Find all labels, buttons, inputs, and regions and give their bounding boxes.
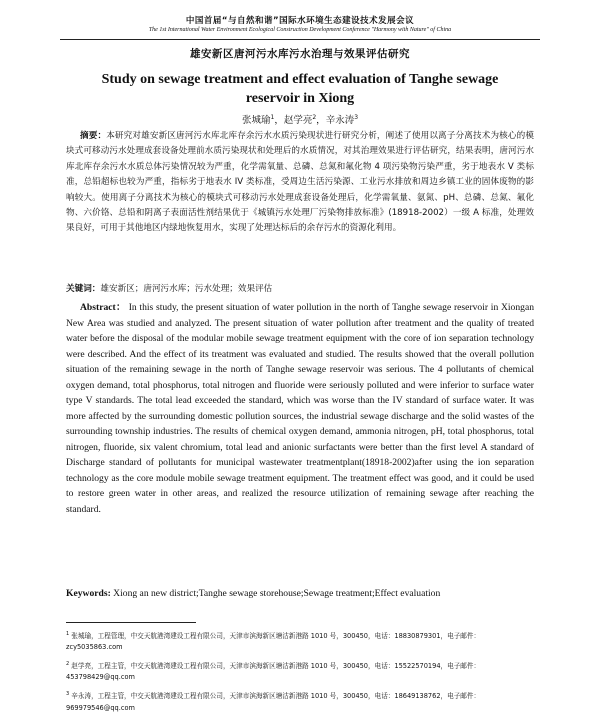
author-list bbox=[0, 112, 600, 126]
keywords-cn-label: 关键词： bbox=[66, 284, 101, 294]
author-name: 辛永涛 bbox=[325, 115, 355, 126]
author-name: 张城瑜 bbox=[241, 115, 271, 126]
keywords-cn-text: 雄安新区；唐河污水库；污水处理；效果评估 bbox=[100, 284, 273, 294]
footnote-text: 赵学亮，工程主管，中交天航港湾建设工程有限公司，天津市滨海新区塘沽新港路 1010 号，300450，电话：15522570194，电子邮件：453798429@qq.com bbox=[66, 662, 481, 682]
paper-title-cn: 雄安新区唐河污水库污水治理与效果评估研究 bbox=[190, 48, 410, 60]
footnote bbox=[66, 629, 534, 653]
author-affiliation-mark: 1 bbox=[270, 113, 275, 121]
author-name: 赵学亮 bbox=[283, 115, 313, 126]
footnote-text: 张城瑜，工程管理，中交天航港湾建设工程有限公司，天津市滨海新区塘沽新港路 1010 号，300450，电话：18830879301，电子邮件：zcy5035863.com bbox=[66, 632, 481, 652]
footnote-mark: 3 bbox=[66, 691, 70, 698]
author-affiliation-mark: 2 bbox=[312, 113, 317, 121]
paper-title-en: Study on sewage treatment and effect evaluation of Tanghe sewage reservoir in Xiong bbox=[101, 72, 499, 106]
footnotes bbox=[66, 629, 534, 720]
author-separator: ， bbox=[316, 115, 326, 126]
footnote-divider bbox=[66, 622, 196, 623]
conference-header bbox=[0, 14, 600, 33]
keywords-en-text: Xiong an new district;Tanghe sewage storehouse;Sewage treatment;Effect evaluation bbox=[113, 588, 441, 599]
keywords-en bbox=[66, 587, 534, 601]
footnote-mark: 1 bbox=[66, 631, 70, 637]
author-separator: ， bbox=[274, 115, 284, 126]
abstract-en bbox=[66, 300, 534, 517]
conference-title-cn: 中国首届“与自然和谐”国际水环境生态建设技术发展会议 bbox=[185, 16, 415, 26]
author-affiliation-mark: 3 bbox=[354, 113, 359, 121]
keywords-cn bbox=[66, 282, 534, 296]
header-divider bbox=[60, 39, 540, 40]
abstract-cn bbox=[66, 129, 534, 237]
footnote-text: 辛永涛，工程主管，中交天航港湾建设工程有限公司，天津市滨海新区塘沽新港路 1010 号，300450，电话：18649138762，电子邮件：969979546@qq.com bbox=[66, 692, 481, 712]
conference-title-en: The 1st International Water Environment Ecological Construction Development Conference "Harmony with Nature" of China bbox=[148, 27, 452, 33]
abstract-cn-label: 摘要： bbox=[80, 131, 107, 141]
abstract-en-text: In this study, the present situation of water pollution in the north of Tanghe sewage reservoir in Xiongan New Area was studied and analyzed. The present situation of water pollution after treatment and the quality of treated water before the disposal of the modular mobile sewage treatment equipment with the core of ion separation technology were described. And the effect of its treatment was evaluated and studied. The results showed that the overall pollution situation of the remaining sewage in the north of Tanghe sewage reservoir was serious. The 4 pollutants of chemical oxygen demand, total phosphorus, total nitrogen and fluoride were seriously polluted and were inferior to surface water type V standards. The total lead exceeded the standard, which was worse than the IV standard of surface water. It was more affected by the surrounding domestic pollution sources, the industrial sewage discharge and the solid wastes of the surrounding township industries. The results of chemical oxygen demand, ammonia nitrogen, pH, total phosphorus, total nitrogen, fluoride, six valent chromium, total lead and anionic surfactants were better than the first level A standard of Discharge standard of pollutants for municipal wastewater treatmentplant(18918-2002)after using the ion separation technology as the core module mobile sewage treatment equipment. The treatment effect was good, and it could be used to restore green water in other areas, and realized the resource utilization of remaining sewage after reaching the standard. bbox=[66, 302, 535, 515]
abstract-cn-text: 本研究对雄安新区唐河污水库北库存余污水水质污染现状进行研究分析，阐述了使用以离子分离技术为核心的模块式可移动污水处理成套设备处理前水质污染现状和处理后的水质情况，对其治理效果进行评估研究，结果表明，唐河污水库北库存余污水水质总体污染情况较为严重，化学需氧量、总磷、总氮和氟化物 4 项污染物污染严重，劣于地表水 V 类标准，总铅超标也较为严重，指标劣于地表水 IV 类标准，受周边生活污染源、工业污水排放和周边乡镇工业的固体废物的影响较大。使用离子分离技术为核心的模块式可移动污水处理成套设备处理后，化学需氧量、氨氮、pH、总磷、总氮、氟化物、六价铬、总铅和阴离子表面活性剂结果优于《城镇污水处理厂污染物排放标准》(18918-2002）一级 A 标准，处理效果良好，可用于其他地区内绿地恢复用水，实现了处理达标后的余存污水的资源化利用。 bbox=[66, 131, 534, 234]
footnote bbox=[66, 689, 534, 713]
footnote-mark: 2 bbox=[66, 661, 70, 668]
footnote bbox=[66, 659, 534, 683]
abstract-en-label: Abstract： bbox=[80, 302, 126, 313]
keywords-en-label: Keywords: bbox=[66, 588, 111, 599]
